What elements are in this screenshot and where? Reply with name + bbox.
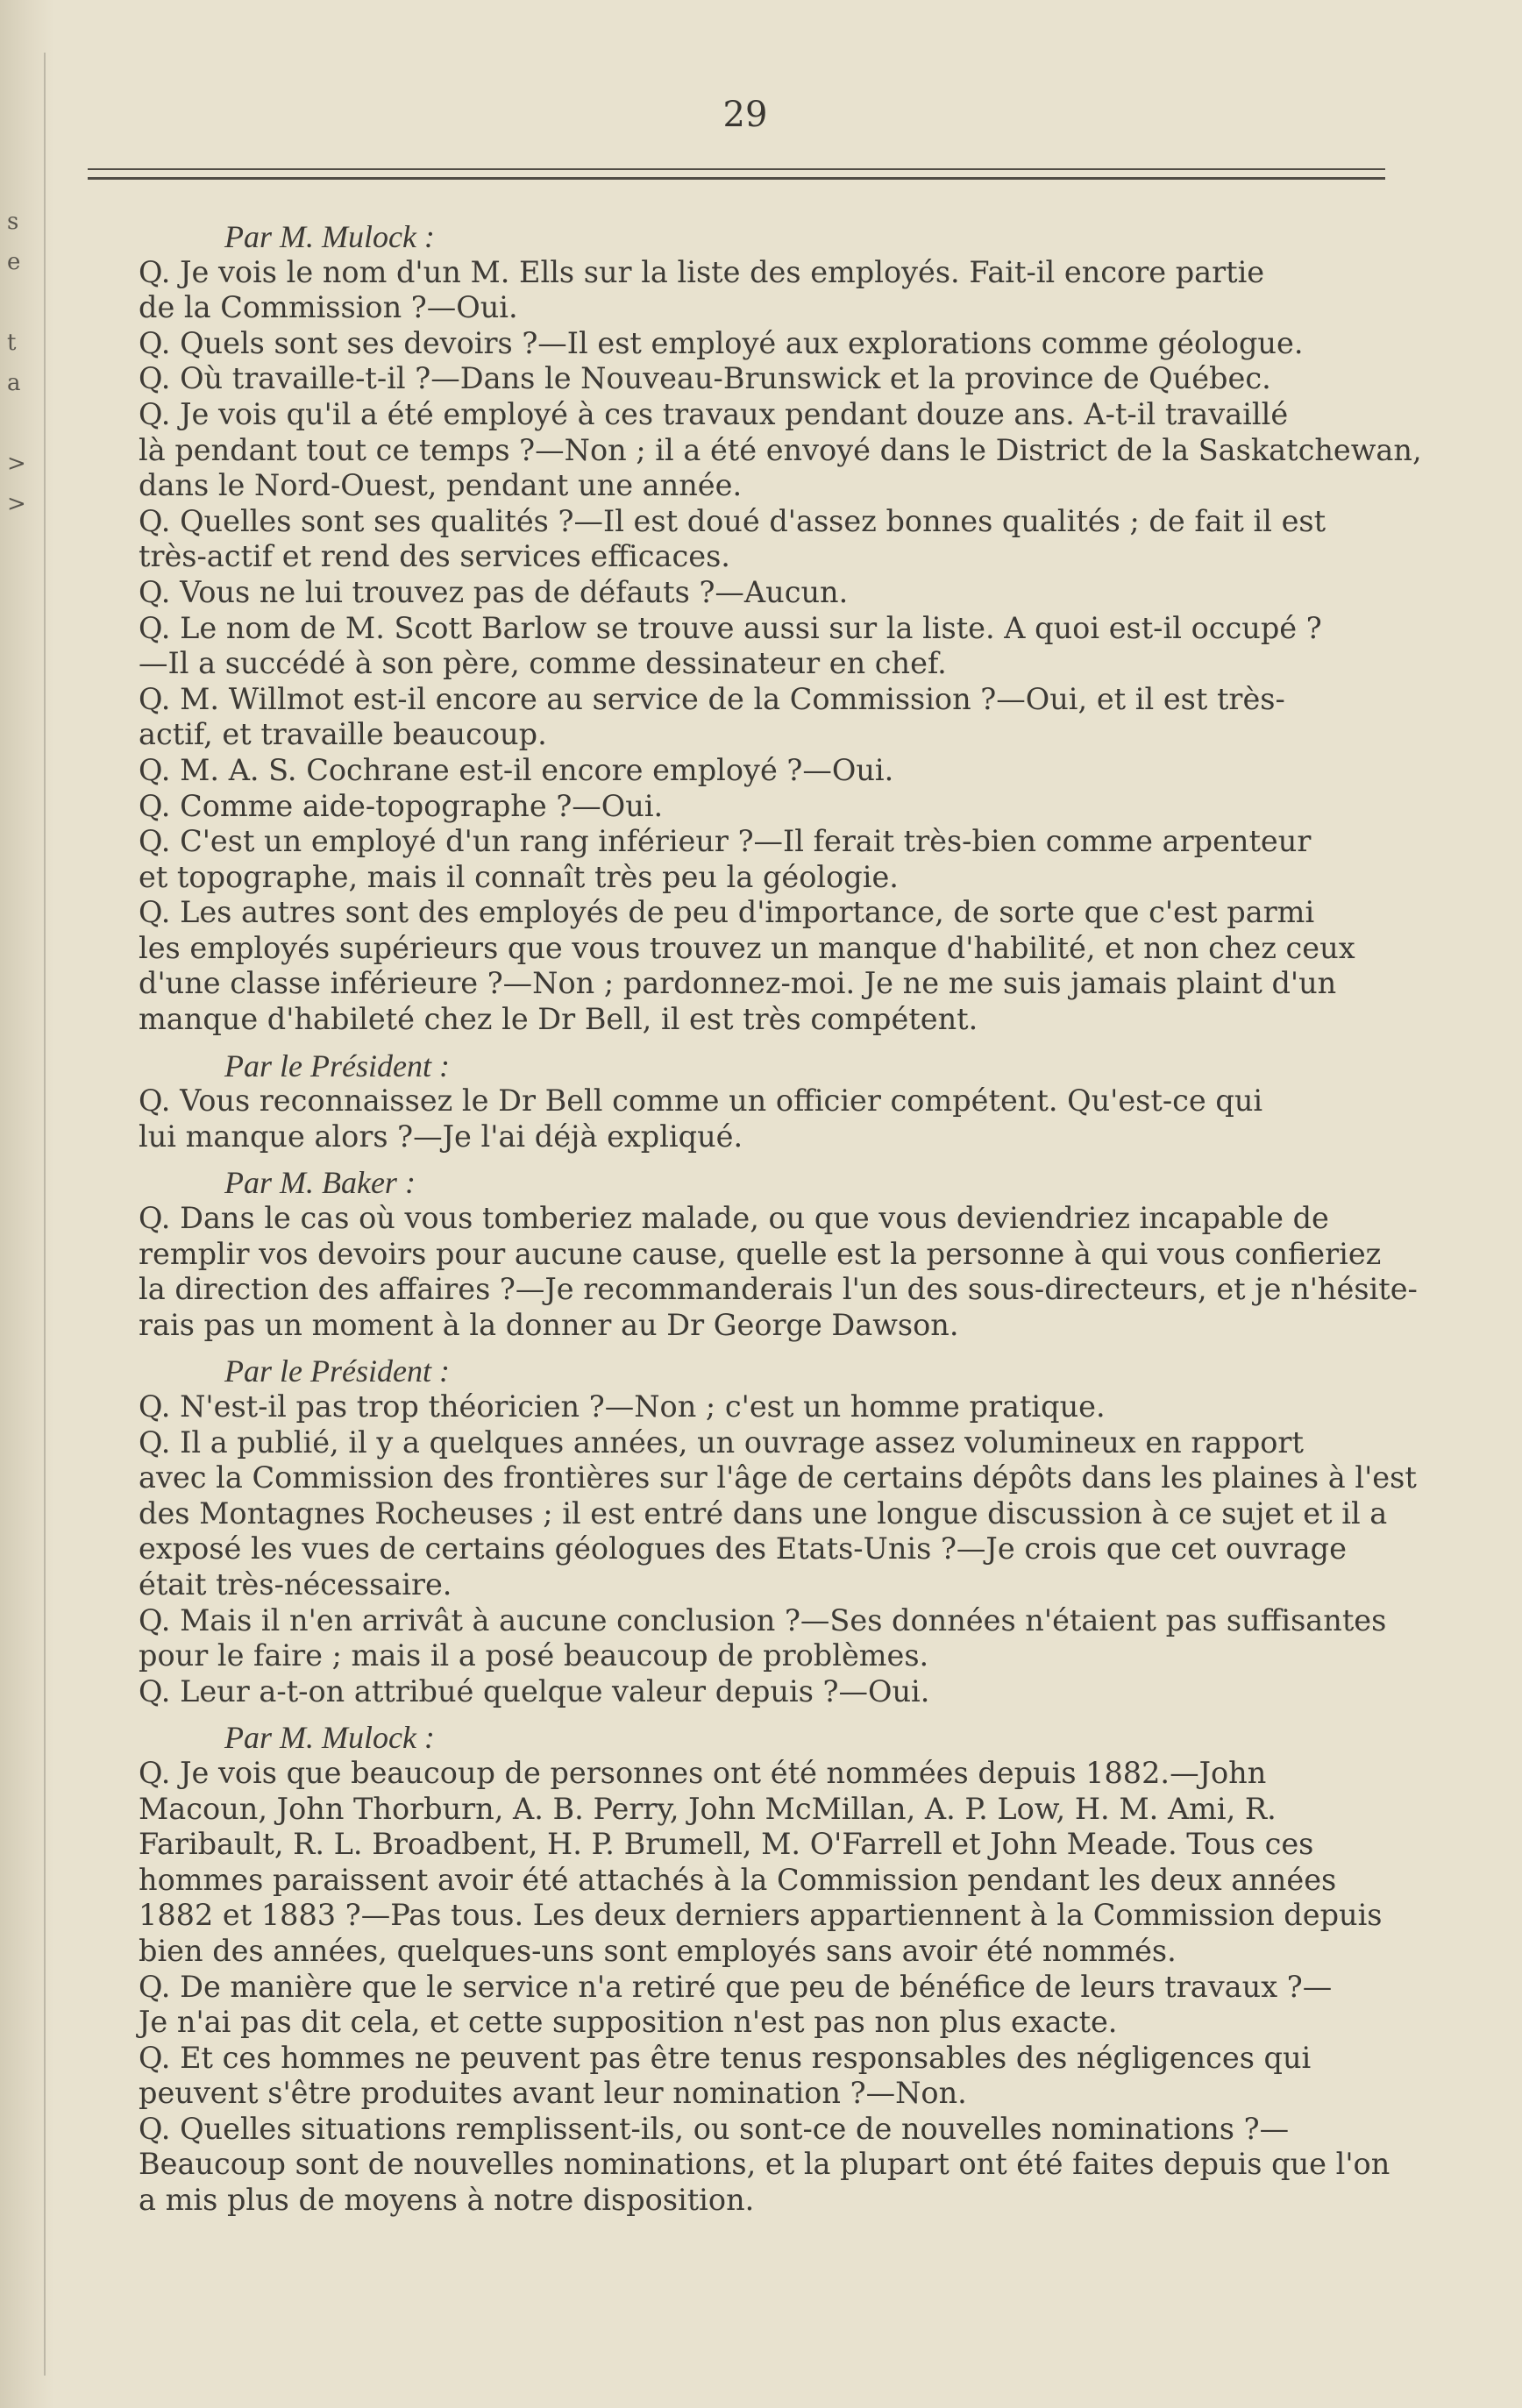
question-answer-paragraph [81,396,1422,504]
speaker-heading: Par M. Baker : [224,1165,416,1201]
question-answer-paragraph [81,682,1405,753]
text-line: des Montagnes Rocheuses ; il est entré dans une longue discussion à ce sujet et il a [139,1495,1388,1531]
page-number: 29 [722,95,768,135]
text-line: Q. Vous reconnaissez le Dr Bell comme un officier compétent. Qu'est-ce qui [139,1083,1263,1119]
gutter-line [44,53,46,2376]
text-line: et topographe, mais il connaît très peu la géologie. [139,859,899,894]
question-answer-paragraph [81,326,1405,362]
text-line: Faribault, R. L. Broadbent, H. P. Brumell, M. O'Farrell et John Meade. Tous ces [139,1827,1314,1862]
question-answer-paragraph [81,361,1405,397]
text-line: Q. Quels sont ses devoirs ?—Il est employé aux explorations comme géologue. [139,325,1304,360]
text-line: d'une classe inférieure ?—Non ; pardonnez-moi. Je ne me suis jamais plaint d'un [139,966,1337,1001]
transcript-body [81,219,1422,2219]
text-line: Q. Je vois le nom d'un M. Ells sur la liste des employés. Fait-il encore partie [139,254,1265,289]
edge-fragment: e [7,249,21,275]
adjacent-page-fragments [7,210,39,533]
text-line: remplir vos devoirs pour aucune cause, quelle est la personne à qui vous confieriez [139,1236,1382,1271]
text-line: la direction des affaires ?—Je recommanderais l'un des sous-directeurs, et je n'hésite- [139,1272,1418,1307]
text-line: exposé les vues de certains géologues des Etats-Unis ?—Je crois que cet ouvrage [139,1531,1347,1566]
question-answer-paragraph [81,789,1405,825]
text-line: peuvent s'être produites avant leur nomination ?—Non. [139,2076,967,2111]
header-rule-thick [88,177,1385,180]
text-line: Q. Dans le cas où vous tomberiez malade, ou que vous deviendriez incapable de [139,1201,1329,1236]
text-line: Q. Je vois que beaucoup de personnes ont été nommées depuis 1882.—John [139,1755,1267,1790]
text-line: Q. Les autres sont des employés de peu d'importance, de sorte que c'est parmi [139,895,1315,930]
question-answer-paragraph [81,824,1405,895]
speaker-heading: Par le Président : [224,1048,450,1083]
text-line: Q. Et ces hommes ne peuvent pas être tenus responsables des négligences qui [139,2040,1312,2075]
question-answer-paragraph [81,1603,1405,1674]
text-line: était très-nécessaire. [139,1566,452,1602]
question-answer-paragraph [81,1674,1405,1710]
question-answer-paragraph [81,575,1405,611]
text-line: bien des années, quelques-uns sont employés sans avoir été nommés. [139,1933,1177,1968]
question-answer-paragraph [81,1083,1405,1154]
text-line: avec la Commission des frontières sur l'âge de certains dépôts dans les plaines à l'est [139,1460,1417,1495]
question-answer-paragraph [81,611,1405,682]
text-line: Q. Vous ne lui trouvez pas de défauts ?—Aucun. [139,574,849,609]
text-line: Q. Il a publié, il y a quelques années, un ouvrage assez volumineux en rapport [139,1424,1304,1460]
question-answer-paragraph [81,895,1405,1037]
question-answer-paragraph [81,1389,1405,1425]
question-answer-paragraph [81,1970,1405,2041]
text-line: les employés supérieurs que vous trouvez un manque d'habilité, et non chez ceux [139,930,1355,965]
speaker-heading: Par le Président : [224,1353,450,1389]
question-answer-paragraph [81,255,1405,326]
text-line: Q. Leur a-t-on attribué quelque valeur depuis ?—Oui. [139,1673,930,1708]
text-line: dans le Nord-Ouest, pendant une année. [139,468,743,503]
question-answer-paragraph [81,504,1405,575]
edge-fragment: a [7,370,21,396]
speaker-heading: Par M. Mulock : [224,219,435,254]
text-line: Q. N'est-il pas trop théoricien ?—Non ; c'est un homme pratique. [139,1389,1106,1424]
text-line: là pendant tout ce temps ?—Non ; il a été envoyé dans le District de la Saskatchewan, [139,432,1422,467]
edge-fragment [7,291,39,331]
text-line: Beaucoup sont de nouvelles nominations, et la plupart ont été faites depuis que l'on [139,2147,1390,2182]
question-answer-paragraph [81,1424,1417,1603]
text-line: a mis plus de moyens à notre disposition. [139,2183,755,2218]
text-line: —Il a succédé à son père, comme dessinateur en chef. [139,646,947,681]
text-line: Macoun, John Thorburn, A. B. Perry, John McMillan, A. P. Low, H. M. Ami, R. [139,1791,1277,1826]
question-answer-paragraph [81,2112,1405,2219]
edge-fragment: > [7,451,26,477]
text-line: Q. Je vois qu'il a été employé à ces travaux pendant douze ans. A-t-il travaillé [139,396,1289,431]
header-rule-thin [88,168,1385,170]
text-line: pour le faire ; mais il a posé beaucoup de problèmes. [139,1638,929,1673]
text-line: 1882 et 1883 ?—Pas tous. Les deux derniers appartiennent à la Commission depuis [139,1898,1383,1933]
edge-fragment: > [7,491,26,517]
edge-fragment: t [7,330,17,356]
text-line: Q. Quelles situations remplissent-ils, ou sont-ce de nouvelles nominations ?— [139,2111,1290,2146]
speaker-heading: Par M. Mulock : [224,1720,435,1756]
question-answer-paragraph [81,1201,1418,1343]
text-line: très-actif et rend des services efficaces. [139,539,730,574]
text-line: Q. Comme aide-topographe ?—Oui. [139,788,664,823]
question-answer-paragraph [81,753,1405,789]
question-answer-paragraph [81,1756,1405,1970]
text-line: lui manque alors ?—Je l'ai déjà expliqué. [139,1119,743,1154]
text-line: actif, et travaille beaucoup. [139,717,547,752]
question-answer-paragraph [81,2041,1405,2112]
text-line: rais pas un moment à la donner au Dr George Dawson. [139,1307,959,1342]
text-line: Q. M. Willmot est-il encore au service de la Commission ?—Oui, et il est très- [139,681,1285,716]
text-line: Q. De manière que le service n'a retiré que peu de bénéfice de leurs travaux ?— [139,1969,1333,2004]
text-line: manque d'habileté chez le Dr Bell, il est très compétent. [139,1002,978,1037]
text-line: Q. Où travaille-t-il ?—Dans le Nouveau-Brunswick et la province de Québec. [139,361,1271,396]
edge-fragment [7,412,39,452]
text-line: Je n'ai pas dit cela, et cette supposition n'est pas non plus exacte. [139,2005,1118,2040]
text-line: de la Commission ?—Oui. [139,290,518,325]
text-line: hommes paraissent avoir été attachés à la Commission pendant les deux années [139,1862,1337,1897]
text-line: Q. C'est un employé d'un rang inférieur ?—Il ferait très-bien comme arpenteur [139,824,1312,859]
text-line: Q. Quelles sont ses qualités ?—Il est doué d'assez bonnes qualités ; de fait il est [139,503,1326,538]
text-line: Q. M. A. S. Cochrane est-il encore employé ?—Oui. [139,752,894,787]
text-line: Q. Le nom de M. Scott Barlow se trouve aussi sur la liste. A quoi est-il occupé ? [139,610,1322,645]
text-line: Q. Mais il n'en arrivât à aucune conclusion ?—Ses données n'étaient pas suffisantes [139,1602,1387,1637]
edge-fragment: s [7,209,19,235]
